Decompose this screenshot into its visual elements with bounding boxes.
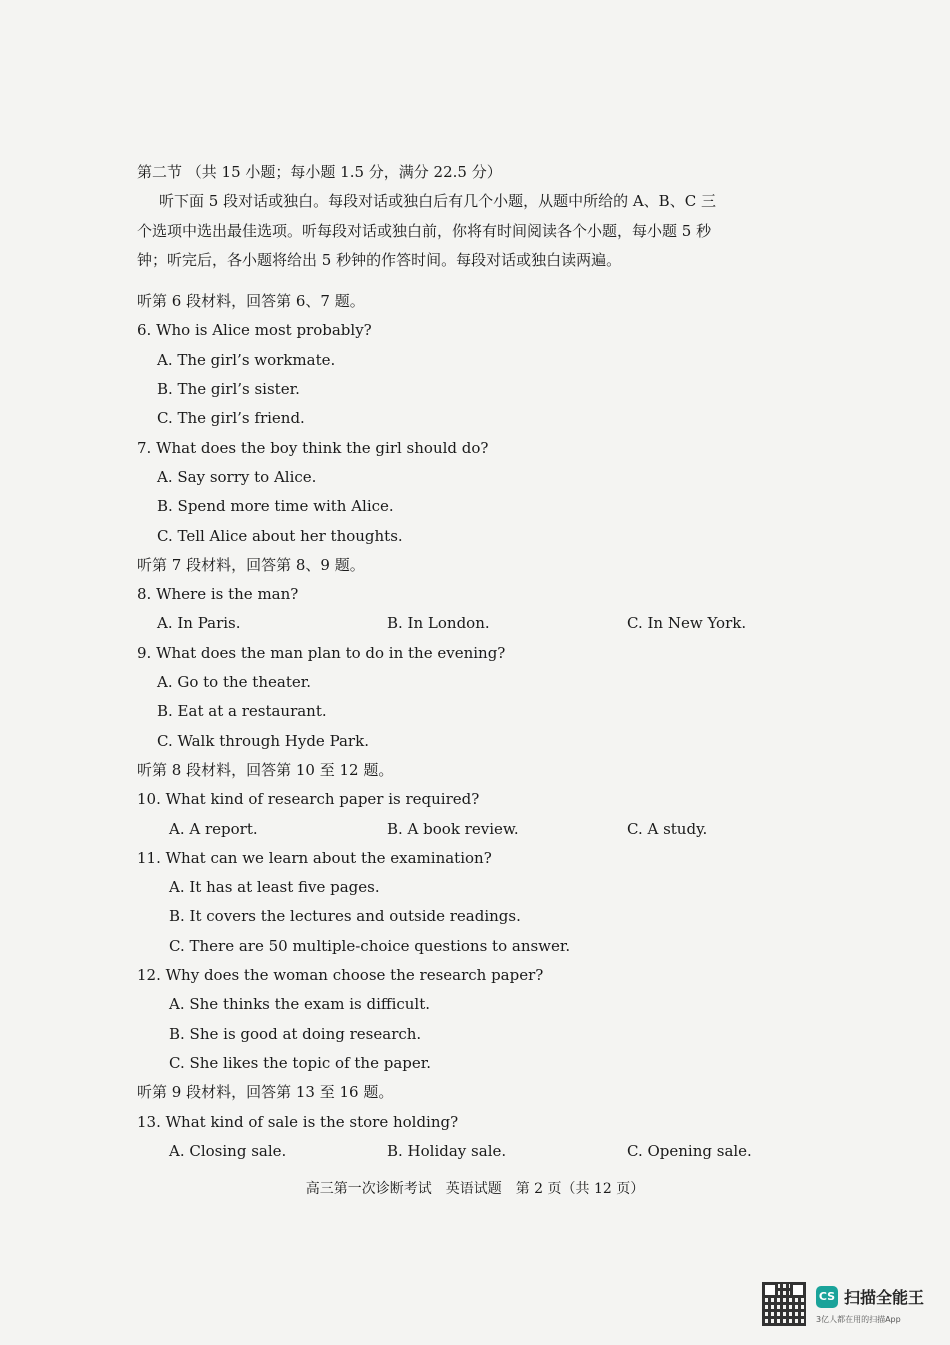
option-a: A. In Paris. xyxy=(157,614,241,633)
option-b: B. Spend more time with Alice. xyxy=(157,497,394,516)
group-heading: 听第 9 段材料，回答第 13 至 16 题。 xyxy=(137,1083,394,1102)
option-c: C. The girl’s friend. xyxy=(157,409,305,428)
question-stem: 8. Where is the man? xyxy=(137,585,299,604)
option-c: C. A study. xyxy=(627,819,708,838)
option-b: B. She is good at doing research. xyxy=(169,1024,422,1043)
scanner-tagline: 3亿人都在用的扫描App xyxy=(816,1315,901,1324)
qr-code-icon xyxy=(762,1282,806,1326)
instruction-line-1: 听下面 5 段对话或独白。每段对话或独白后有几个小题，从题中所给的 A、B、C 三 xyxy=(159,192,716,211)
group-heading: 听第 6 段材料，回答第 6、7 题。 xyxy=(137,292,365,311)
option-c: C. Tell Alice about her thoughts. xyxy=(157,526,403,545)
option-c: C. There are 50 multiple-choice questions to answer. xyxy=(169,936,571,955)
instruction-line-3: 钟；听完后，各小题将给出 5 秒钟的作答时间。每段对话或独白读两遍。 xyxy=(137,250,622,269)
group-heading: 听第 7 段材料，回答第 8、9 题。 xyxy=(137,555,365,574)
section-header: 第二节 （共 15 小题；每小题 1.5 分，满分 22.5 分） xyxy=(137,163,502,181)
question-stem: 13. What kind of sale is the store holding? xyxy=(137,1112,459,1131)
scanner-watermark xyxy=(762,1282,932,1330)
options-row xyxy=(137,609,827,638)
option-b: B. In London. xyxy=(387,614,490,633)
option-c: C. In New York. xyxy=(627,614,747,633)
option-a: A. Go to the theater. xyxy=(157,673,312,692)
option-a: A. Closing sale. xyxy=(169,1141,287,1160)
option-b: B. Holiday sale. xyxy=(387,1141,507,1160)
exam-content xyxy=(137,158,827,1166)
option-c: C. Walk through Hyde Park. xyxy=(157,731,369,750)
instruction-line-2: 个选项中选出最佳选项。听每段对话或独白前，你将有时间阅读各个小题，每小题 5 秒 xyxy=(137,221,712,240)
group-heading: 听第 8 段材料，回答第 10 至 12 题。 xyxy=(137,760,394,779)
option-a: A. She thinks the exam is difficult. xyxy=(169,995,431,1014)
question-stem: 10. What kind of research paper is required? xyxy=(137,790,480,809)
options-row xyxy=(137,815,827,844)
option-b: B. It covers the lectures and outside readings. xyxy=(169,907,521,926)
question-stem: 12. Why does the woman choose the research paper? xyxy=(137,966,544,985)
question-stem: 7. What does the boy think the girl should do? xyxy=(137,438,489,457)
scanner-app-name: 扫描全能王 xyxy=(844,1288,925,1307)
option-b: B. A book review. xyxy=(387,819,519,838)
option-a: A. The girl’s workmate. xyxy=(157,350,336,369)
option-a: A. A report. xyxy=(169,819,258,838)
camscanner-logo-icon: CS xyxy=(816,1286,838,1308)
option-a: A. Say sorry to Alice. xyxy=(157,467,317,486)
question-stem: 6. Who is Alice most probably? xyxy=(137,321,372,340)
question-stem: 9. What does the man plan to do in the evening? xyxy=(137,643,506,662)
option-a: A. It has at least five pages. xyxy=(169,878,380,897)
page-footer: 高三第一次诊断考试 英语试题 第 2 页（共 12 页） xyxy=(305,1181,645,1197)
option-c: C. Opening sale. xyxy=(627,1141,752,1160)
option-b: B. Eat at a restaurant. xyxy=(157,702,327,721)
question-stem: 11. What can we learn about the examination? xyxy=(137,848,492,867)
options-row xyxy=(137,1137,827,1166)
option-b: B. The girl’s sister. xyxy=(157,380,300,399)
option-c: C. She likes the topic of the paper. xyxy=(169,1053,432,1072)
